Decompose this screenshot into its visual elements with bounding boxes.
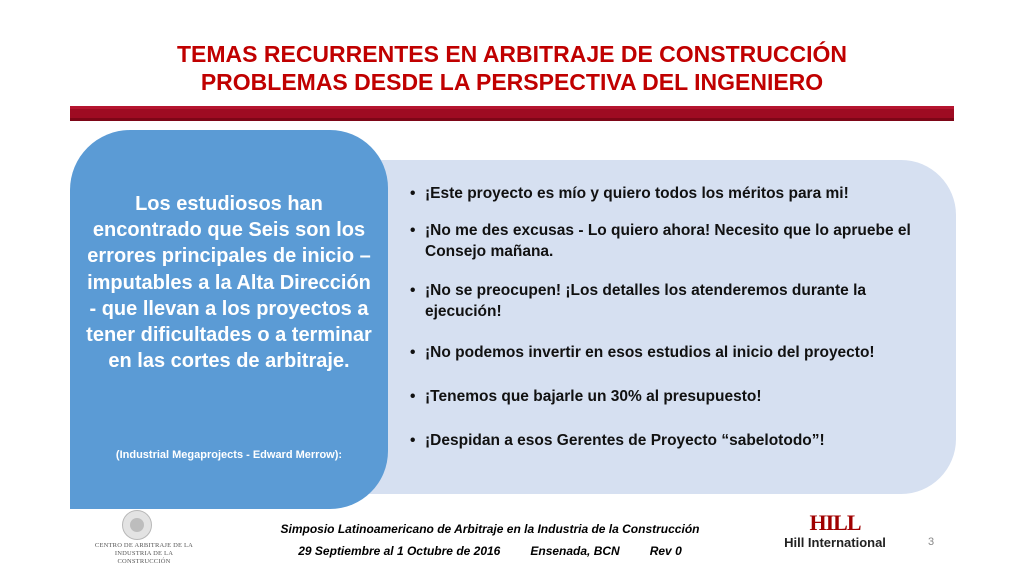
event-name: Simposio Latinoamericano de Arbitraje en la Industria de la Construcción: [280, 522, 700, 536]
bullet-item: • ¡No me des excusas - Lo quiero ahora! Necesito que lo apruebe el Consejo mañana.: [410, 220, 930, 262]
event-date: 29 Septiembre al 1 Octubre de 2016: [298, 544, 501, 558]
bullet-item: • ¡Despidan a esos Gerentes de Proyecto “sabelotodo”!: [410, 430, 930, 451]
title-line-2: PROBLEMAS DESDE LA PERSPECTIVA DEL INGENIERO: [200, 69, 824, 95]
seal-icon: [122, 510, 152, 540]
arbitration-center-logo: [92, 510, 196, 568]
title-line-1: TEMAS RECURRENTES EN ARBITRAJE DE CONSTRUCCIÓN: [176, 41, 848, 67]
slide-title: [0, 40, 1024, 96]
title-divider-bar: [70, 106, 954, 121]
org-name: CENTRO DE ARBITRAJE DE LA INDUSTRIA DE LA CONSTRUCCIÓN: [94, 542, 194, 565]
bullet-item: • ¡No se preocupen! ¡Los detalles los atenderemos durante la ejecución!: [410, 280, 930, 322]
revision: Rev 0: [649, 544, 682, 558]
bullet-list: [410, 183, 930, 451]
slide-number: 3: [928, 536, 935, 548]
bullet-item: • ¡Este proyecto es mío y quiero todos los méritos para mi!: [410, 183, 930, 204]
summary-text: Los estudiosos han encontrado que Seis son los errores principales de inicio – imputables a la Alta Dirección - que llevan a los proyectos a tener dificultades o a terminar en las cortes de arbitraje.: [86, 193, 372, 373]
hill-international-logo: [780, 512, 890, 558]
event-place: Ensenada, BCN: [530, 544, 620, 558]
left-summary-panel: [70, 130, 388, 509]
hill-mark-icon: HILL: [809, 510, 861, 535]
footer-event-info: [220, 518, 760, 562]
source-reference: (Industrial Megaprojects - Edward Merrow):: [115, 449, 343, 461]
bullet-item: • ¡Tenemos que bajarle un 30% al presupuesto!: [410, 386, 930, 407]
hill-name: Hill International: [784, 535, 886, 550]
bullet-item: • ¡No podemos invertir en esos estudios al inicio del proyecto!: [410, 342, 930, 363]
